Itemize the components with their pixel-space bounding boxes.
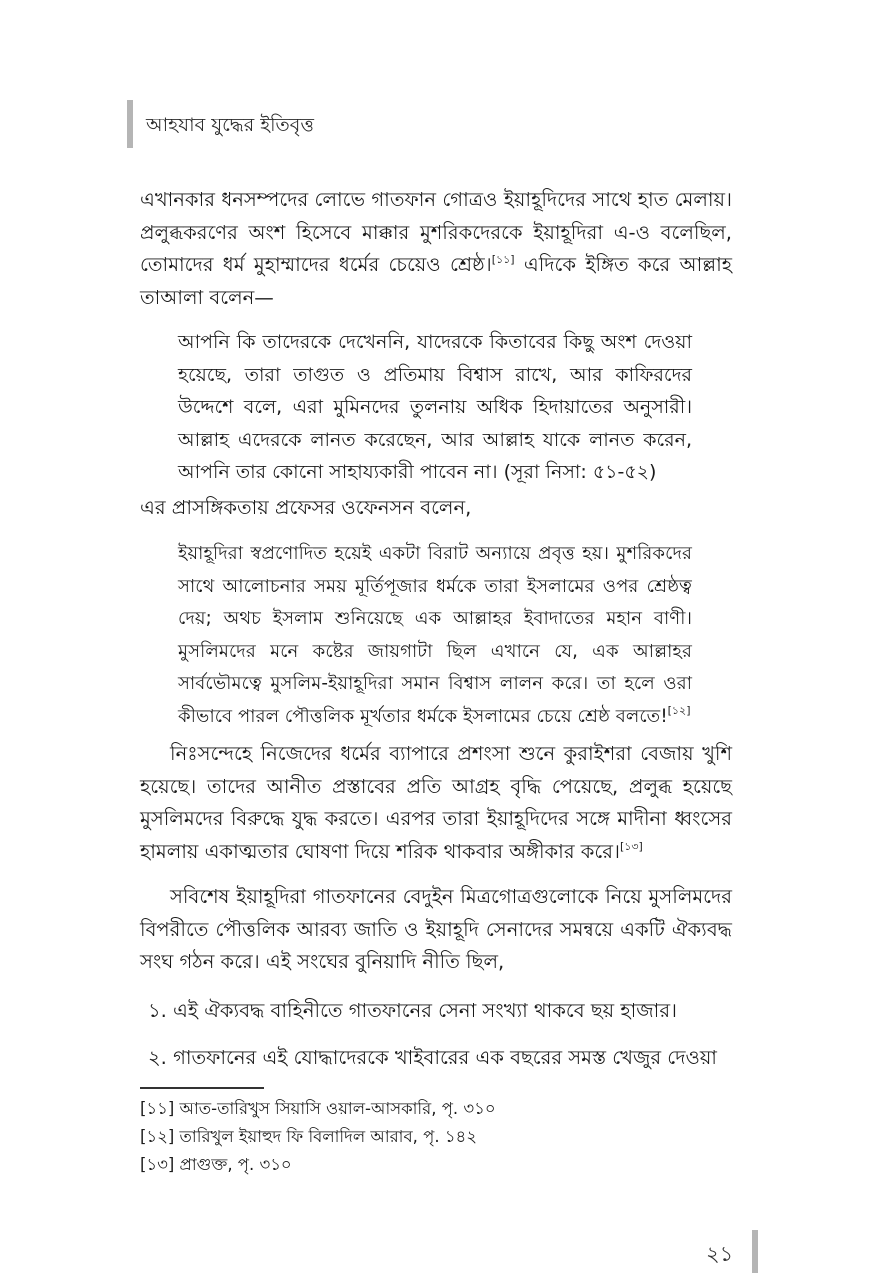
page-number: ২১: [706, 1242, 734, 1266]
footnote-13: [১৩] প্রাগুক্ত, পৃ. ৩১০: [140, 1155, 292, 1174]
footnote-ref-13[interactable]: [১৩]: [619, 839, 643, 853]
professor-quote: [178, 538, 692, 733]
paragraph-2: এর প্রাসঙ্গিকতায় প্রফেসর ওফেনসন বলেন,: [140, 496, 472, 519]
paragraph-1-text: এখানকার ধনসম্পদের লোভে গাতফান গোত্রও ইয়াহূদিদের সাথে হাত মেলায়। প্রলুব্ধকরণের অংশ হিসেবে মাক্কার মুশরিকদেরকে ইয়াহূদিরা এ-ও বলেছিল, তোমাদের ধর্ম মুহাম্মাদের ধর্মের চেয়েও শ্রেষ্ঠ।: [140, 188, 732, 276]
footnote-ref-12[interactable]: [১২]: [667, 703, 691, 717]
paragraph-4: সবিশেষ ইয়াহূদিরা গাতফানের বেদুইন মিত্রগোত্রগুলোকে নিয়ে মুসলিমদের বিপরীতে পৌত্তলিক আরব্য জাতি ও ইয়াহূদি সেনাদের সমন্বয়ে একটি ঐক্যবদ্ধ সংঘ গঠন করে। এই সংঘের বুনিয়াদি নীতি ছিল,: [140, 885, 732, 973]
header-accent-bar: [127, 100, 133, 148]
running-header: আহযাব যুদ্ধের ইতিবৃত্ত: [146, 114, 314, 136]
footnote-divider: [140, 1087, 264, 1089]
footnote-ref-11[interactable]: [১১]: [491, 253, 515, 266]
footnote-12: [১২] তারিখুল ইয়াহুদ ফি বিলাদিল আরাব, পৃ. ১৪২: [140, 1127, 477, 1146]
paragraph-3-text: নিঃসন্দেহে নিজেদের ধর্মের ব্যাপারে প্রশংসা শুনে কুরাইশরা বেজায় খুশি হয়েছে। তাদের আনীত প্রস্তাবের প্রতি আগ্রহ বৃদ্ধি পেয়েছে, প্রলুব্ধ হয়েছে মুসলিমদের বিরুদ্ধে যুদ্ধ করতে। এরপর তারা ইয়াহূদিদের সঙ্গে মাদীনা ধ্বংসের হামলায় একাত্মতার ঘোষণা দিয়ে শরিক থাকবার অঙ্গীকার করে।: [140, 742, 732, 863]
paragraph-1: [140, 184, 732, 314]
page-number-accent-bar: [752, 1230, 758, 1273]
list-item: ১. এই ঐক্যবদ্ধ বাহিনীতে গাতফানের সেনা সংখ্যা থাকবে ছয় হাজার।: [148, 999, 678, 1022]
list-item: ২. গাতফানের এই যোদ্ধাদেরকে খাইবারের এক বছরের সমস্ত খেজুর দেওয়া: [148, 1046, 717, 1069]
paragraph-1-tail: এদিকে ইঙ্গিত করে আল্লাহ তাআলা বলেন—: [140, 253, 732, 309]
quran-quote: আপনি কি তাদেরকে দেখেননি, যাদেরকে কিতাবের কিছু অংশ দেওয়া হয়েছে, তারা তাগুত ও প্রতিমায় বিশ্বাস রাখে, আর কাফিরদের উদ্দেশে বলে, এরা মুমিনদের তুলনায় অধিক হিদায়াতের অনুসারী। আল্লাহ এদেরকে লানত করেছেন, আর আল্লাহ যাকে লানত করেন, আপনি তার কোনো সাহায্যকারী পাবেন না। (সূরা নিসা: ৫১-৫২): [178, 331, 692, 483]
professor-quote-text: ইয়াহূদিরা স্বপ্রণোদিত হয়েই একটা বিরাট অন্যায়ে প্রবৃত্ত হয়। মুশরিকদের সাথে আলোচনার সময় মূর্তিপূজার ধর্মকে তারা ইসলামের ওপর শ্রেষ্ঠত্ব দেয়; অথচ ইসলাম শুনিয়েছে এক আল্লাহর ইবাদাতের মহান বাণী। মুসলিমদের মনে কষ্টের জায়গাটা ছিল এখানে যে, এক আল্লাহর সার্বভৌমত্বে মুসলিম-ইয়াহূদিরা সমান বিশ্বাস লালন করে। তা হলে ওরা কীভাবে পারল পৌত্তলিক মূর্খতার ধর্মকে ইসলামের চেয়ে শ্রেষ্ঠ বলতে!: [178, 543, 692, 727]
footnote-11: [১১] আত-তারিখুস সিয়াসি ওয়াল-আসকারি, পৃ. ৩১০: [140, 1099, 496, 1118]
paragraph-3: [140, 738, 732, 868]
